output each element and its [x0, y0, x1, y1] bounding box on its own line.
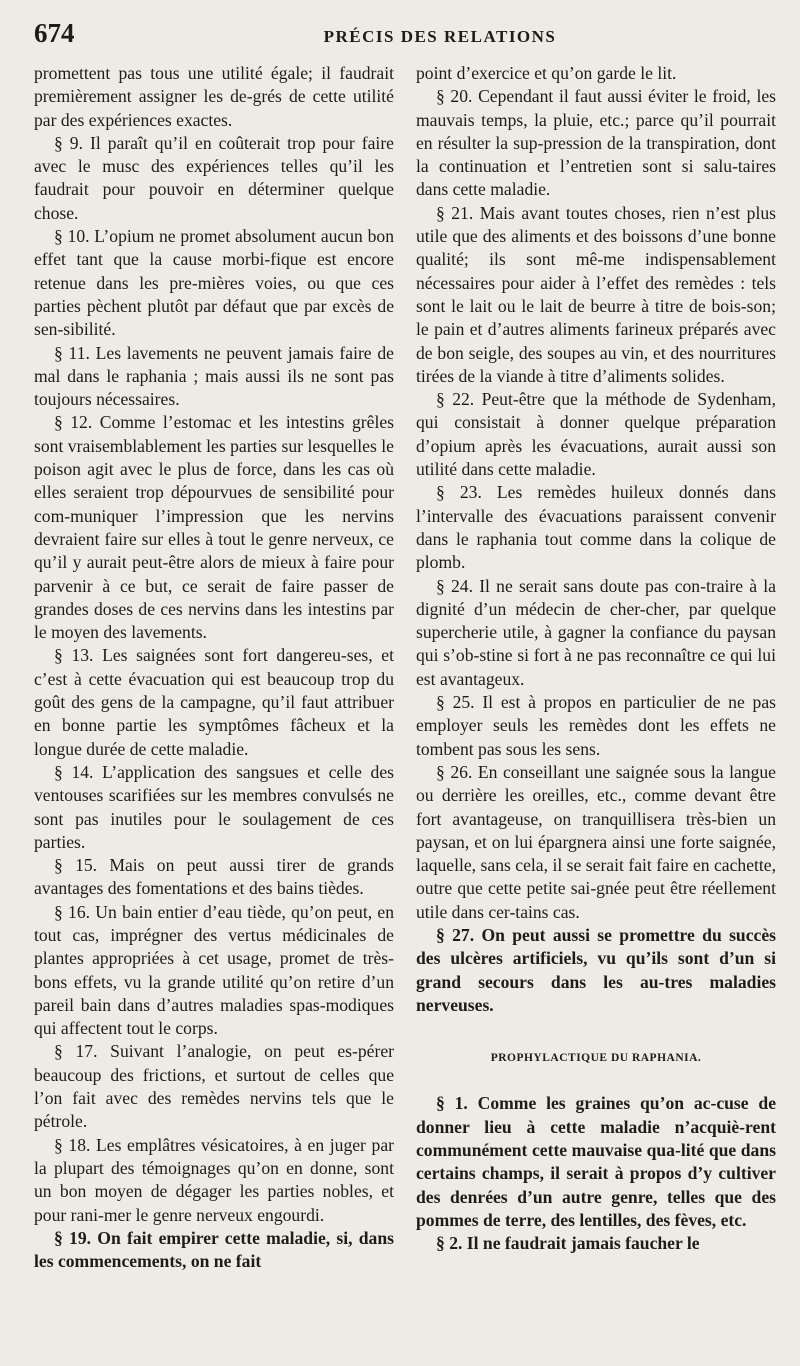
paragraph: § 1. Comme les graines qu’on ac-cuse de donner lieu à cette maladie n’acquiè-rent communément cette mauvaise qua-lité que dans certains champs, il serait à propos d’y cultiver des denrées d’un autre genre, telles que des pommes de terre, des lentilles, des fèves, etc.	[416, 1093, 776, 1230]
paragraph: § 26. En conseillant une saignée sous la langue ou derrière les oreilles, etc., comme devant être fort avantageuse, on tranquillisera très-bien un paysan, et on lui épargnera ainsi une forte saignée, laquelle, sans cela, il se serait fait faire en cachette, outre que cette petite sai-gnée peut être réellement utile dans cer-tains cas.	[416, 761, 776, 922]
paragraph: point d’exercice et qu’on garde le lit.	[416, 63, 677, 83]
paragraph: § 25. Il est à propos en particulier de ne pas employer seuls les remèdes dont les effets ne tombent pas sous les sens.	[416, 692, 776, 759]
running-title: PRÉCIS DES RELATIONS	[323, 27, 557, 46]
right-column	[416, 62, 776, 1273]
paragraph: § 11. Les lavements ne peuvent jamais faire de mal dans le raphania ; mais aussi ils ne sont pas toujours nécessaires.	[34, 342, 394, 410]
section-heading: PROPHYLACTIQUE DU RAPHANIA.	[490, 1052, 702, 1065]
paragraph: § 19. On fait empirer cette maladie, si, dans les commencements, on ne fait	[34, 1227, 394, 1272]
paragraph: § 17. Suivant l’analogie, on peut es-pérer beaucoup des frictions, et surtout de celles que l’on fait avec des remèdes nervins tels que le pétrole.	[34, 1041, 394, 1132]
paragraph: § 13. Les saignées sont fort dangereu-ses, et c’est à cette évacuation qui est beaucoup trop du goût des gens de la campagne, qu’il faut attribuer en bonne partie les symptômes fâcheux et la longue durée de cette maladie.	[34, 645, 394, 759]
paragraph: § 20. Cependant il faut aussi éviter le froid, les mauvais temps, la pluie, etc.; parce qu’il pourrait en résulter la sup-pression de la transpiration, dont la continuation et l’entretien sont si salu-taires dans cette maladie.	[416, 86, 776, 200]
paragraph: § 14. L’application des sangsues et celle des ventouses scarifiées sur les membres convulsés ne sont pas inutiles pour le soulagement de ces parties.	[34, 761, 394, 852]
page-number: 674	[34, 18, 75, 48]
page-header	[34, 18, 776, 62]
paragraph: § 21. Mais avant toutes choses, rien n’est plus utile que des aliments et des boissons d’une bonne qualité; ils sont mê-me indispensablement nécessaires pour aider à l’effet des remèdes : tels sont le lait ou le lait de beurre à titre de bois-son; le pain et d’autres aliments farineux préparés avec de bon seigle, des soupes au vin, et des nourritures tirées de la viande à titre d’aliments solides.	[416, 202, 776, 386]
paragraph: § 27. On peut aussi se promettre du succès des ulcères artificiels, vu qu’ils sont d’un si grand secours dans les au-tres maladies nerveuses.	[416, 924, 776, 1015]
paragraph: § 23. Les remèdes huileux donnés dans l’intervalle des évacuations paraissent convenir dans le raphania tout comme dans la colique de plomb.	[416, 482, 776, 573]
paragraph: § 24. Il ne serait sans doute pas con-traire à la dignité d’un médecin de cher-cher, par quelque supercherie utile, à gagner la confiance du paysan qui s’ob-stine si fort à ne pas reconnaître ce qui lui est avantageux.	[416, 575, 776, 689]
paragraph: § 22. Peut-être que la méthode de Sydenham, qui consistait à donner quelque préparation d’opium après les évacuations, aurait aussi son utilité dans cette maladie.	[416, 389, 776, 480]
left-column	[34, 62, 394, 1273]
paragraph: § 9. Il paraît qu’il en coûterait trop pour faire avec le musc des expériences telles qu’il les faudrait pour pouvoir en déterminer quelque chose.	[34, 132, 394, 223]
paragraph: promettent pas tous une utilité égale; il faudrait premièrement assigner les de-grés de cette utilité par des expériences exactes.	[34, 63, 394, 130]
text-columns	[34, 62, 776, 1273]
paragraph: § 16. Un bain entier d’eau tiède, qu’on peut, en tout cas, imprégner des vertus médicinales de plantes appropriées à cet usage, promet de très-bons effets, vu la grande utilité qu’on retire d’un pareil bain dans d’autres maladies spas-modiques qui affectent tout le corps.	[34, 901, 394, 1039]
paragraph: § 18. Les emplâtres vésicatoires, à en juger par la plupart des témoignages qu’on en donne, sont un bon moyen de dégager les parties nobles, et pour rani-mer le genre nerveux engourdi.	[34, 1134, 394, 1225]
paragraph: § 10. L’opium ne promet absolument aucun bon effet tant que la cause morbi-fique est encore retenue dans les pre-mières voies, ou que ces parties pèchent plutôt par défaut que par excès de sen-sibilité.	[34, 226, 394, 340]
paragraph: § 15. Mais on peut aussi tirer de grands avantages des fomentations et des bains tièdes.	[34, 855, 394, 899]
paragraph: § 12. Comme l’estomac et les intestins grêles sont vraisemblablement les parties sur lesquelles le poison agit avec le plus de force, dans les cas où elles seraient trop dépourvues de sensibilité pour com-muniquer l’impression que les nervins devraient faire sur elles à tout le genre nerveux, ce qu’il y aurait peut-être alors de mieux à faire pour parvenir à ce but, ce serait de faire passer de grandes doses de ces nervins dans les intestins par le moyen des lavements.	[34, 412, 394, 643]
paragraph: § 2. Il ne faudrait jamais faucher le	[436, 1233, 700, 1254]
